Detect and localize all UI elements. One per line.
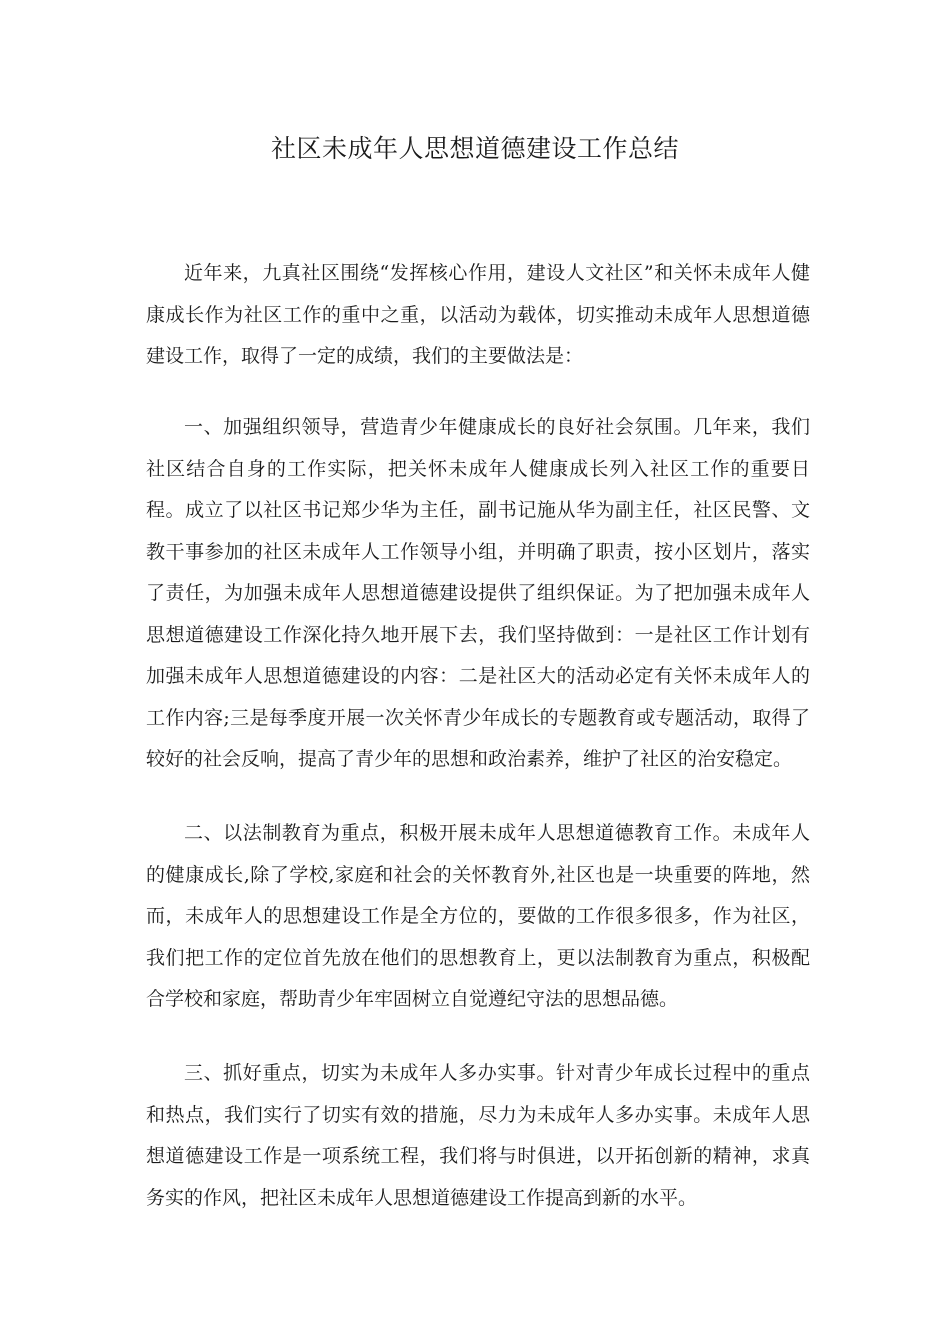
paragraph-intro: 近年来，九真社区围绕“发挥核心作用，建设人文社区”和关怀未成年人健康成长作为社区工作的重中之重，以活动为载体，切实推动未成年人思想道德建设工作，取得了一定的成绩，我们的主要做法是： xyxy=(146,262,810,367)
paragraph-section-2: 二、以法制教育为重点，积极开展未成年人思想道德教育工作。未成年人的健康成长,除了学校,家庭和社会的关怀教育外,社区也是一块重要的阵地，然而，未成年人的思想建设工作是全方位的，要做的工作很多很多，作为社区，我们把工作的定位首先放在他们的思想教育上，更以法制教育为重点，积极配合学校和家庭，帮助青少年牢固树立自觉遵纪守法的思想品德。 xyxy=(146,822,810,1010)
paragraph-section-3: 三、抓好重点，切实为未成年人多办实事。针对青少年成长过程中的重点和热点，我们实行了切实有效的措施，尽力为未成年人多办实事。未成年人思想道德建设工作是一项系统工程，我们将与时俱进，以开拓创新的精神，求真务实的作风，把社区未成年人思想道德建设工作提高到新的水平。 xyxy=(146,1062,810,1209)
document-title: 社区未成年人思想道德建设工作总结 xyxy=(270,134,679,163)
paragraph-section-1: 一、加强组织领导，营造青少年健康成长的良好社会氛围。几年来，我们社区结合自身的工作实际，把关怀未成年人健康成长列入社区工作的重要日程。成立了以社区书记郑少华为主任，副书记施从华为副主任，社区民警、文教干事参加的社区未成年人工作领导小组，并明确了职责，按小区划片，落实了责任，为加强未成年人思想道德建设提供了组织保证。为了把加强未成年人思想道德建设工作深化持久地开展下去，我们坚持做到：一是社区工作计划有加强未成年人思想道德建设的内容：二是社区大的活动必定有关怀未成年人的工作内容;三是每季度开展一次关怀青少年成长的专题教育或专题活动，取得了较好的社会反响，提高了青少年的思想和政治素养，维护了社区的治安稳定。 xyxy=(146,416,810,770)
